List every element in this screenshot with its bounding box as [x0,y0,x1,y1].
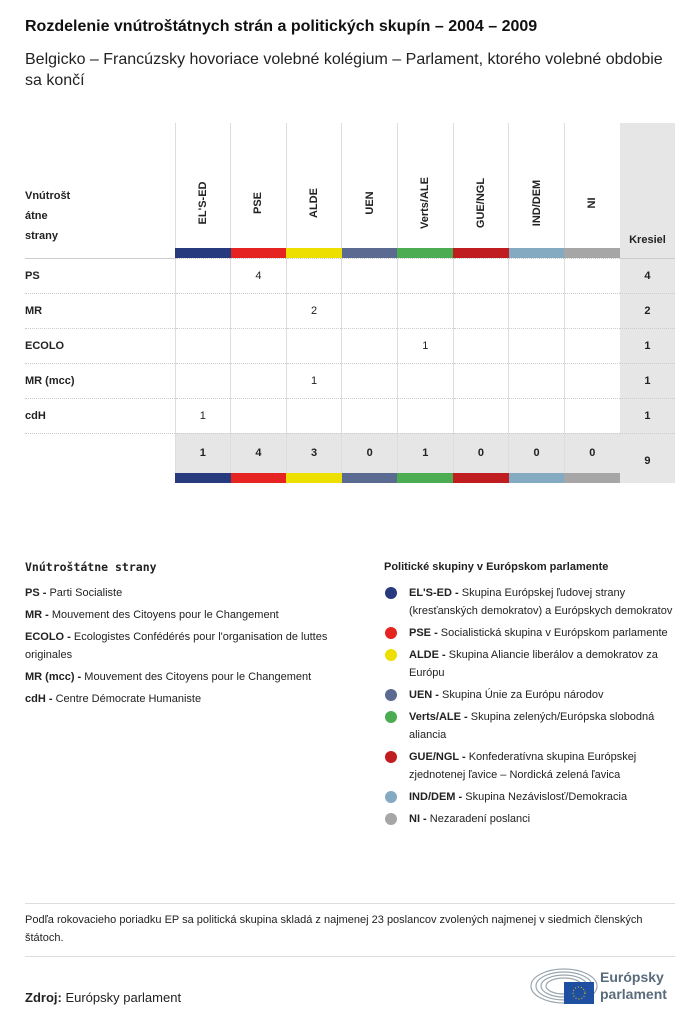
group-color-bar [231,248,287,258]
table-row [25,433,675,473]
group-name: EL'S-ED [196,181,209,225]
party-abbr: MR (mcc) - [25,671,82,683]
seat-cell [175,328,231,363]
table-row [25,363,675,398]
group-color-dot-icon [385,649,397,661]
row-total: 4 [620,258,675,293]
group-total: 0 [453,433,509,473]
seat-cell [509,258,565,293]
political-group-item [384,686,675,704]
seat-cell [453,258,509,293]
party-full-name: Centre Démocrate Humaniste [55,693,202,705]
group-color-bar [286,473,342,483]
group-name: ALDE [308,188,321,218]
seat-cell: 2 [286,293,342,328]
seat-cell [286,398,342,433]
source [25,990,181,1005]
row-total: 1 [620,363,675,398]
seat-cell: 1 [286,363,342,398]
group-header [286,123,342,248]
political-group-item [384,748,675,784]
group-total: 0 [342,433,398,473]
seat-cell: 1 [397,328,453,363]
seat-cell [453,293,509,328]
group-color-bar [397,473,453,483]
group-color-dot-icon [385,813,397,825]
political-group-item [384,584,675,620]
seat-cell [397,258,453,293]
group-full-name: Skupina Únie za Európu národov [442,689,604,701]
seat-cell [286,328,342,363]
seat-cell [231,363,287,398]
table-row [25,398,675,433]
group-abbr: EL'S-ED - [409,587,459,599]
seat-cell [509,398,565,433]
group-name: PSE [252,191,265,215]
group-header [231,123,287,248]
page-subtitle: Belgicko – Francúzsky hovoriace volebné kolégium – Parlament, ktorého volebné obdobie sa končí [25,51,663,89]
seat-cell [397,398,453,433]
seat-cell [175,363,231,398]
seat-cell [509,293,565,328]
group-full-name: Socialistická skupina v Európskom parlamente [440,627,668,639]
seat-cell [175,293,231,328]
national-party-item [25,606,365,624]
group-total: 1 [175,433,231,473]
seat-cell: 4 [231,258,287,293]
seat-cell [564,398,620,433]
group-header [342,123,398,248]
group-header [397,123,453,248]
party-name: PS [25,258,175,293]
party-full-name: Mouvement des Citoyens pour le Changement [51,609,279,621]
seat-cell [453,398,509,433]
divider [25,956,675,957]
group-color-dot-icon [385,791,397,803]
source-label: Zdroj: [25,990,62,1005]
party-name: ECOLO [25,328,175,363]
seat-cell [342,328,398,363]
group-total: 0 [509,433,565,473]
group-name: UEN [363,191,376,215]
group-name: Verts/ALE [419,177,432,229]
party-name: MR (mcc) [25,363,175,398]
group-full-name: Konfederatívna skupina Európskej zjednotenej ľavice – Nordická zelená ľavica [409,751,637,781]
group-full-name: Nezaradení poslanci [429,813,531,825]
seat-distribution-table [25,123,675,483]
seat-cell [342,363,398,398]
political-groups-legend [384,558,675,832]
party-full-name: Mouvement des Citoyens pour le Changement [84,671,312,683]
group-abbr: UEN - [409,689,439,701]
seat-cell [453,363,509,398]
group-color-dot-icon [385,711,397,723]
row-total: 1 [620,328,675,363]
group-full-name: Skupina Nezávislosť/Demokracia [465,791,628,803]
party-full-name: Ecologistes Confédérés pour l'organisation de luttes originales [25,631,328,661]
group-total: 4 [231,433,287,473]
group-color-bar [175,473,231,483]
spacer [25,473,175,483]
seat-cell [286,258,342,293]
footnote: Podľa rokovacieho poriadku EP sa politická skupina skladá z najmenej 23 poslancov zvolených najmenej v siedmich členských štátoch. [25,914,643,944]
party-abbr: cdH - [25,693,53,705]
table-row [25,473,675,483]
party-abbr: ECOLO - [25,631,71,643]
seat-cell [564,293,620,328]
seat-cell [342,398,398,433]
totals-label [25,433,175,473]
seat-cell [564,328,620,363]
seat-cell [509,363,565,398]
group-header [453,123,509,248]
logo-line: Európsky [600,969,664,985]
group-abbr: PSE - [409,627,438,639]
seats-header: Kresiel [620,123,675,258]
logo-text [600,969,667,1003]
national-party-item [25,690,365,708]
group-full-name: Skupina zelených/Európska slobodná aliancia [409,711,655,741]
national-parties-legend [25,558,365,712]
corner-label: Vnútrošt átne strany [25,123,175,258]
group-full-name: Skupina Aliancie liberálov a demokratov za Európu [409,649,658,679]
group-color-dot-icon [385,587,397,599]
political-group-item [384,788,675,806]
group-color-bar [564,473,620,483]
group-color-bar [342,248,398,258]
group-name: NI [586,197,599,209]
group-color-bar [509,248,565,258]
table-row [25,293,675,328]
party-name: cdH [25,398,175,433]
party-abbr: PS - [25,587,47,599]
group-color-bar [175,248,231,258]
group-color-bar [397,248,453,258]
political-group-item [384,810,675,828]
seat-cell [564,258,620,293]
legend-heading: Vnútroštátne strany [25,560,157,574]
row-total: 1 [620,398,675,433]
political-group-item [384,646,675,682]
party-full-name: Parti Socialiste [49,587,123,599]
group-color-bar [231,473,287,483]
seat-cell [342,258,398,293]
group-abbr: ALDE - [409,649,446,661]
seat-cell: 1 [175,398,231,433]
seat-cell [397,363,453,398]
seat-cell [397,293,453,328]
group-name: GUE/NGL [474,177,487,229]
group-header [509,123,565,248]
group-abbr: Verts/ALE - [409,711,468,723]
group-color-dot-icon [385,751,397,763]
seat-cell [509,328,565,363]
group-color-dot-icon [385,689,397,701]
seat-cell [453,328,509,363]
group-abbr: IND/DEM - [409,791,463,803]
divider [25,903,675,904]
table-row [25,328,675,363]
national-party-item [25,668,365,686]
group-header [564,123,620,248]
national-party-item [25,628,365,664]
group-color-bar [342,473,398,483]
national-party-item [25,584,365,602]
row-total: 2 [620,293,675,328]
party-abbr: MR - [25,609,49,621]
group-total: 0 [564,433,620,473]
political-group-item [384,708,675,744]
group-color-dot-icon [385,627,397,639]
seat-cell [231,328,287,363]
table-row [25,258,675,293]
group-full-name: Skupina Európskej ľudovej strany (kresťanských demokratov) a Európskych demokratov [409,587,673,617]
seat-cell [231,293,287,328]
group-abbr: GUE/NGL - [409,751,466,763]
hemicycle-icon [530,966,600,1006]
political-group-item [384,624,675,642]
group-total: 1 [397,433,453,473]
logo-line: parlament [600,986,667,1002]
seat-cell [564,363,620,398]
seat-cell [231,398,287,433]
source-value: Európsky parlament [65,990,182,1005]
legend-heading: Politické skupiny v Európskom parlamente [384,561,609,573]
group-name: IND/DEM [530,179,543,227]
party-name: MR [25,293,175,328]
seat-cell [342,293,398,328]
table-row [25,123,675,248]
group-color-bar [564,248,620,258]
group-color-bar [286,248,342,258]
group-header [175,123,231,248]
grand-total: 9 [620,433,675,483]
group-color-bar [509,473,565,483]
group-color-bar [453,248,509,258]
seat-cell [175,258,231,293]
group-color-bar [453,473,509,483]
group-abbr: NI - [409,813,427,825]
page-title: Rozdelenie vnútroštátnych strán a politických skupín – 2004 – 2009 [25,18,538,35]
group-total: 3 [286,433,342,473]
